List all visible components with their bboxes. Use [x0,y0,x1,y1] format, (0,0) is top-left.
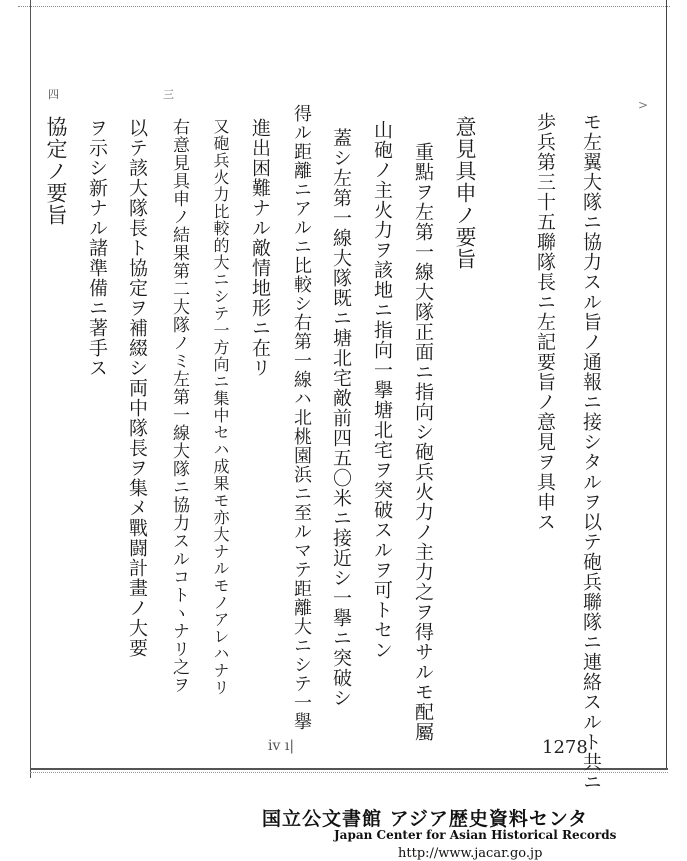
frame-right-border [666,0,667,770]
frame-bottom-border [30,768,668,770]
frame-left-border [30,0,31,778]
section-marker-four: 四 [48,88,59,101]
text-column-6: 蓋シ左第一線大隊既ニ塘北宅敵前四五〇米ニ接近シ一擧ニ突破シ [330,128,352,708]
page-number: 1278 [542,737,588,758]
frame-top-border [18,6,670,7]
archive-name-japanese: 国立公文書館 アジア歴史資料センタ [262,808,589,830]
archive-url: http://www.jacar.go.jp [398,846,543,861]
margin-mark: > [638,98,649,112]
text-column-8: 進出困難ナル敵情地形ニ在リ [249,118,271,378]
text-column-13: 協定ノ要旨 [44,116,68,226]
text-column-11: 以テ該大隊長ト協定ヲ補綴シ両中隊長ヲ集メ戰闘計畫ノ大要 [126,118,148,658]
text-column-7: 得ル距離ニアルニ比較シ右第一線ハ北桃園浜ニ至ルマテ距離大ニシテ一擧 [291,104,312,731]
text-column-5: 山砲ノ主火力ヲ該地ニ指向一擧塘北宅ヲ突破スルヲ可トセン [371,120,393,660]
text-column-1: モ左翼大隊ニ協力スル旨ノ通報ニ接シタルヲ以テ砲兵聯隊ニ連絡スルト共ニ [580,112,602,792]
text-column-10: 右意見具申ノ結果第二大隊ノミ左第一線大隊ニ協力スルコトヽナリ之ヲ [169,118,189,694]
text-column-9: 又砲兵火力比較的大ニシテ一方向ニ集中セハ成果モ亦大ナルモノアレハナリ [211,118,230,696]
text-column-2: 歩兵第三十五聯隊長ニ左記要旨ノ意見ヲ具申ス [534,112,556,532]
section-marker-three: 三 [163,88,174,101]
text-column-4: 重點ヲ左第一線大隊正面ニ指向シ砲兵火力ノ主力之ヲ得サルモ配屬 [412,142,434,742]
frame-bottom-rule [30,772,668,773]
text-column-12: ヲ示シ新ナル諸準備ニ著手ス [86,118,108,378]
ink-smudge: ⅳ ı| [268,738,295,754]
archive-name-english: Japan Center for Asian Historical Records [334,828,617,842]
text-column-3: 意見具申ノ要旨 [453,116,477,270]
